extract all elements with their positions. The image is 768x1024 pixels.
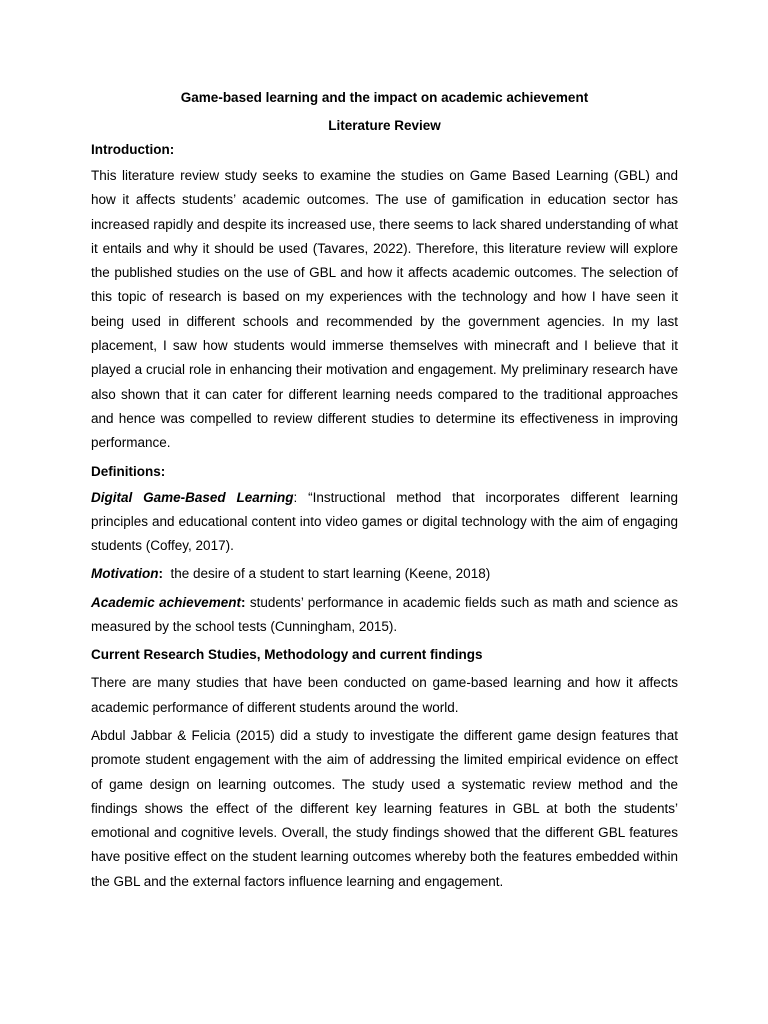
current-research-heading: Current Research Studies, Methodology and current findings [91,647,483,663]
definition-term: Academic achievement [91,594,241,610]
document-title: Game-based learning and the impact on academic achievement [180,90,589,105]
definition-item [91,486,678,559]
definition-text: the desire of a student to start learning (Keene, 2018) [163,566,491,582]
definitions-heading: Definitions: [91,463,166,479]
definition-term: Motivation [91,566,159,582]
definition-item [91,562,678,586]
definition-term: Digital Game-Based Learning [91,489,294,505]
current-research-paragraph: There are many studies that have been conducted on game-based learning and how it affects academic performance of different students around the world. [91,675,678,715]
introduction-paragraph: This literature review study seeks to examine the studies on Game Based Learning (GBL) and how it affects students’ academic outcomes. The use of gamification in education sector has increased rapidly and despite its increased use, there seems to lack shared understanding of what it entails and why it should be used (Tavares, 2022). Therefore, this literature review will explore the published studies on the use of GBL and how it affects academic outcomes. The selection of this topic of research is based on my experiences with the technology and how I have seen it being used in different schools and recommended by the government agencies. In my last placement, I saw how students would immerse themselves with minecraft and I believe that it played a crucial role in enhancing their motivation and engagement. My preliminary research have also shown that it can cater for different learning needs compared to the traditional approaches and hence was compelled to review different studies to determine its effectiveness in improving performance. [91,168,678,451]
document-page [91,86,678,898]
definition-text: students’ performance in academic fields such as math and science as measured by the school tests (Cunningham, 2015). [91,594,679,635]
definition-separator: : [240,594,246,610]
current-research-paragraph: Abdul Jabbar & Felicia (2015) did a study to investigate the different game design features that promote student engagement with the aim of addressing the limited empirical evidence on effect of game design on learning outcomes. The study used a systematic review method and the findings shows the effect of the different key learning features in GBL at both the students’ emotional and cognitive levels. Overall, the study findings showed that the different GBL features have positive effect on the student learning outcomes whereby both the features embedded within the GBL and the external factors influence learning and engagement. [91,727,678,889]
definition-item [91,591,678,640]
introduction-heading: Introduction: [91,142,175,157]
definition-text: “Instructional method that incorporates different learning principles and educational content into video games or digital technology with the aim of engaging students (Coffey, 2017). [91,489,678,554]
definition-separator: : [293,489,298,505]
definition-separator: : [158,566,163,582]
document-subtitle: Literature Review [328,118,441,133]
